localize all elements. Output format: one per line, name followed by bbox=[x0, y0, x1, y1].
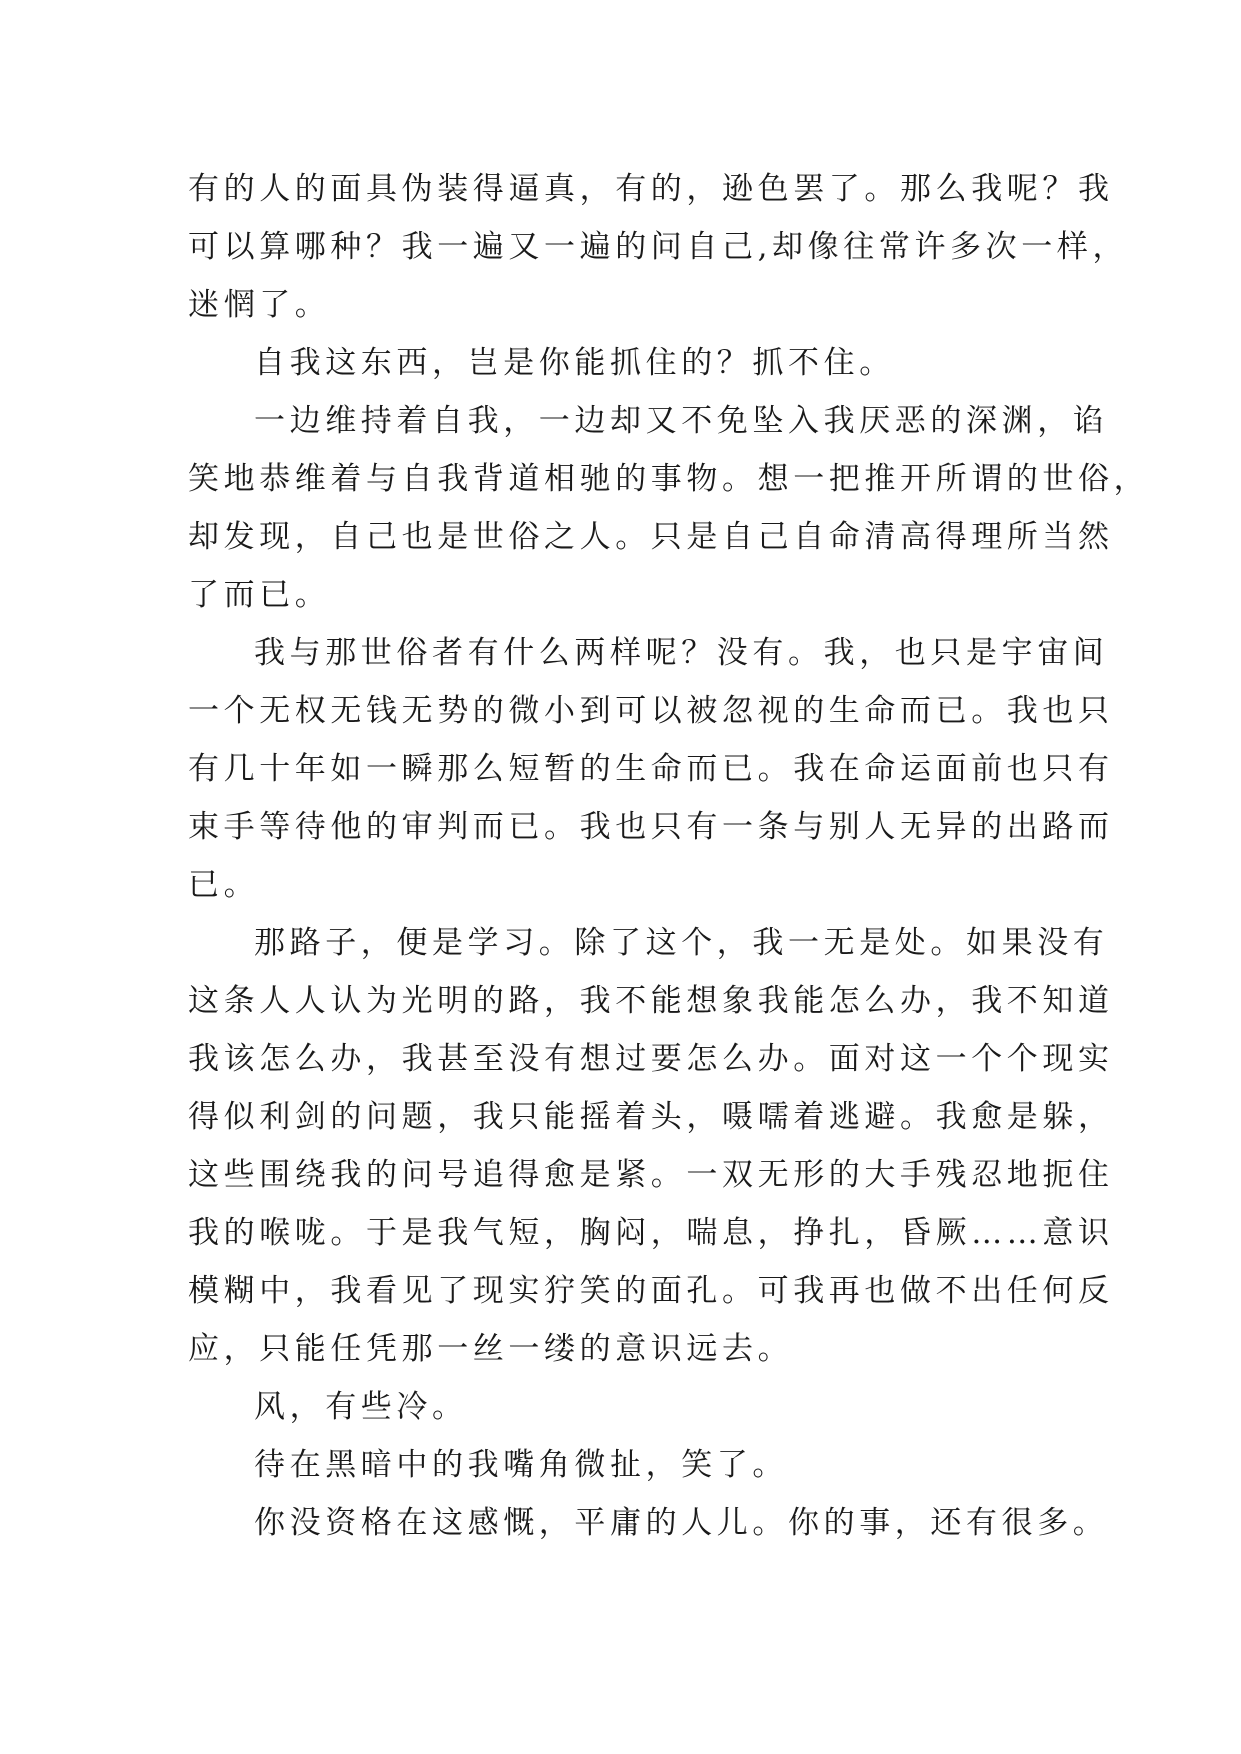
text-line: 一边维持着自我，一边却又不免坠入我厌恶的深渊，谄 bbox=[254, 403, 1109, 439]
text-line: 已。 bbox=[188, 867, 260, 903]
text-line: 迷惘了。 bbox=[188, 287, 331, 323]
text-line: 一个无权无钱无势的微小到可以被忽视的生命而已。我也只 bbox=[188, 693, 1114, 729]
text-line: 有几十年如一瞬那么短暂的生命而已。我在命运面前也只有 bbox=[188, 751, 1114, 787]
text-line: 了而已。 bbox=[188, 577, 331, 613]
body-text bbox=[188, 160, 1150, 1552]
text-line: 应，只能任凭那一丝一缕的意识远去。 bbox=[188, 1331, 794, 1367]
text-line: 笑地恭维着与自我背道相驰的事物。想一把推开所谓的世俗， bbox=[188, 461, 1150, 497]
text-line: 风，有些冷。 bbox=[254, 1389, 468, 1425]
text-line: 我的喉咙。于是我气短，胸闷，喘息，挣扎，昏厥……意识 bbox=[188, 1215, 1114, 1251]
text-line: 那路子，便是学习。除了这个，我一无是处。如果没有 bbox=[254, 925, 1109, 961]
text-line: 待在黑暗中的我嘴角微扯，笑了。 bbox=[254, 1447, 788, 1483]
text-line: 得似利剑的问题，我只能摇着头，嗫嚅着逃避。我愈是躲， bbox=[188, 1099, 1114, 1135]
text-line: 却发现，自己也是世俗之人。只是自己自命清高得理所当然 bbox=[188, 519, 1114, 555]
text-line: 这条人人认为光明的路，我不能想象我能怎么办，我不知道 bbox=[188, 983, 1114, 1019]
text-line: 这些围绕我的问号追得愈是紧。一双无形的大手残忍地扼住 bbox=[188, 1157, 1114, 1193]
text-line: 你没资格在这感慨，平庸的人儿。你的事，还有很多。 bbox=[254, 1505, 1109, 1541]
text-line: 可以算哪种？我一遍又一遍的问自己,却像往常许多次一样， bbox=[188, 229, 1129, 265]
text-line: 自我这东西，岂是你能抓住的？抓不住。 bbox=[254, 345, 895, 381]
text-line: 有的人的面具伪装得逼真，有的，逊色罢了。那么我呢？我 bbox=[188, 171, 1114, 207]
text-line: 我该怎么办，我甚至没有想过要怎么办。面对这一个个现实 bbox=[188, 1041, 1114, 1077]
text-line: 束手等待他的审判而已。我也只有一条与别人无异的出路而 bbox=[188, 809, 1114, 845]
text-line: 模糊中，我看见了现实狞笑的面孔。可我再也做不出任何反 bbox=[188, 1273, 1114, 1309]
text-line: 我与那世俗者有什么两样呢？没有。我，也只是宇宙间 bbox=[254, 635, 1109, 671]
